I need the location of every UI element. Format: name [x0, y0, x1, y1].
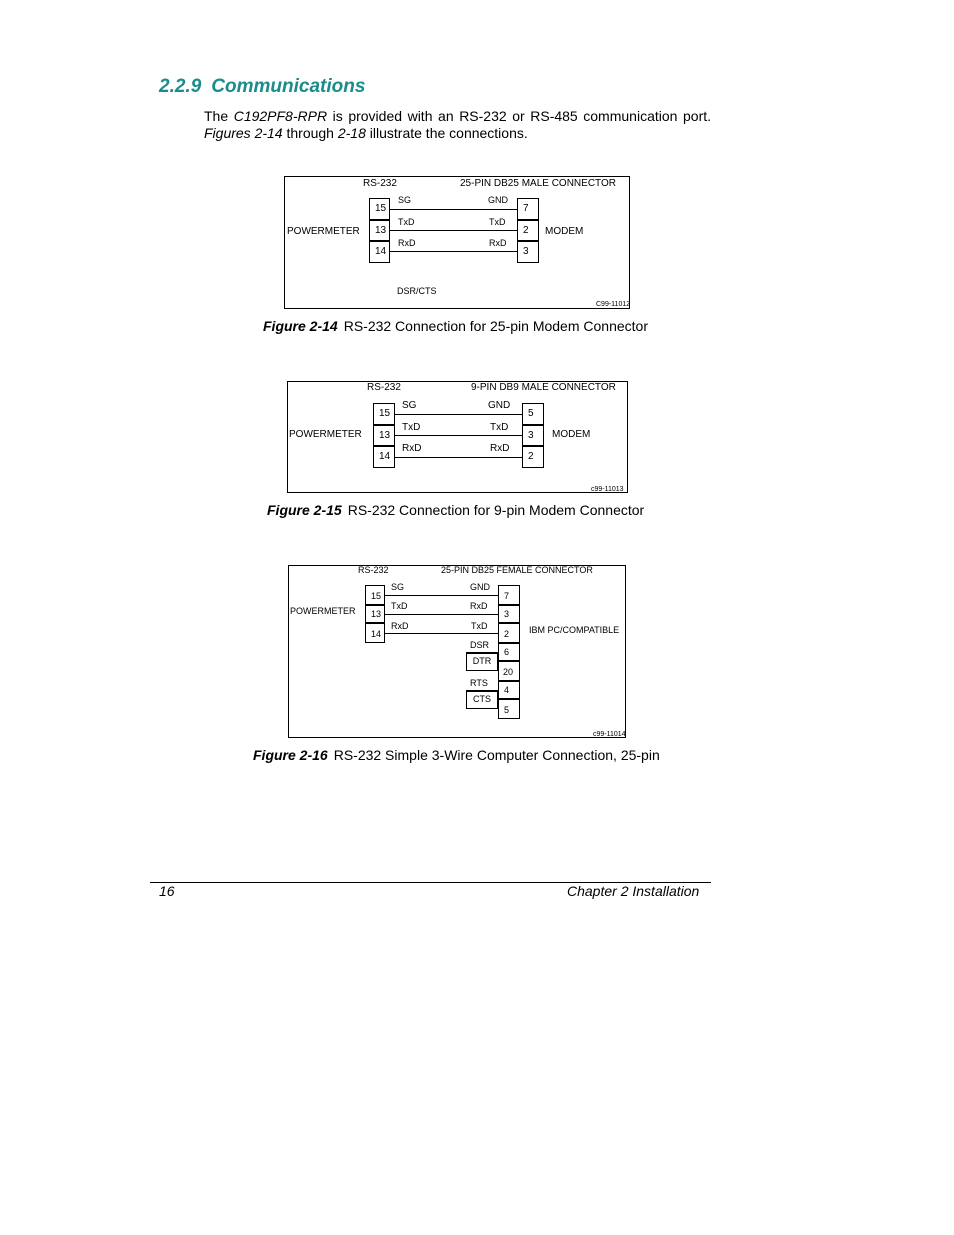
wire-rxd [390, 251, 517, 252]
right-pin: 2 [522, 446, 544, 468]
left-pin: 15 [365, 585, 385, 605]
signal-label: SG [402, 400, 417, 411]
intro-text-2: is provided with an RS-232 or RS-485 communication port. [327, 108, 712, 124]
wire-rxd [395, 457, 522, 458]
chapter-label: Chapter 2 Installation [567, 883, 700, 899]
figure-2-16-diagram [288, 565, 626, 738]
signal-label: TxD [489, 217, 506, 227]
intro-text-1: The [204, 108, 234, 124]
section-title: Communications [211, 76, 366, 97]
signal-label: RxD [470, 601, 488, 611]
signal-label: TxD [402, 422, 421, 433]
wire-sg-gnd [385, 595, 498, 596]
signal-label: SG [391, 582, 405, 592]
signal-label: RxD [490, 443, 510, 454]
signal-label: RxD [402, 443, 422, 454]
section-number: 2.2.9 [159, 76, 202, 97]
signal-label: RxD [489, 238, 507, 248]
right-header: 25-PIN DB25 FEMALE CONNECTOR [441, 565, 593, 575]
wire-sg-gnd [390, 209, 517, 210]
right-pin: 5 [522, 403, 544, 425]
model-name: C192PF8-RPR [233, 108, 328, 124]
signal-box-dtr: DTR [466, 653, 498, 671]
left-device-label: POWERMETER [289, 429, 362, 440]
left-pin: 13 [365, 605, 385, 623]
left-header: RS-232 [367, 382, 401, 393]
signal-box-cts: CTS [466, 691, 498, 709]
right-pin: 3 [498, 605, 520, 623]
jumper-cts [466, 708, 498, 709]
figure-2-14-caption [263, 318, 648, 334]
left-pin: 13 [369, 220, 390, 241]
signal-label: DSR [470, 640, 490, 650]
signal-label: RxD [391, 621, 409, 631]
left-pin: 14 [373, 446, 395, 468]
right-pin: 20 [498, 661, 520, 681]
signal-label: SG [398, 195, 412, 205]
figure-2-15-diagram [287, 381, 628, 493]
right-pin: 2 [517, 220, 539, 241]
caption-text: RS-232 Connection for 25-pin Modem Connector [343, 318, 648, 334]
figure-code: c99-11014 [593, 731, 626, 738]
right-pin: 2 [498, 623, 520, 643]
caption-text: RS-232 Connection for 9-pin Modem Connector [347, 502, 645, 518]
intro-paragraph [204, 108, 711, 142]
left-header: RS-232 [363, 178, 397, 189]
wire-rxd-txd [385, 633, 498, 634]
figure-ref-start: Figures 2-14 [204, 125, 283, 141]
right-header: 9-PIN DB9 MALE CONNECTOR [471, 382, 616, 393]
right-pin: 3 [517, 241, 539, 263]
figure-2-15-caption [267, 502, 644, 518]
right-pin: 6 [498, 643, 520, 661]
wire-txd [390, 230, 517, 231]
signal-label: TxD [490, 422, 509, 433]
signal-label: GND [488, 195, 508, 205]
page-number: 16 [159, 883, 175, 899]
figure-code: c99-11013 [591, 486, 624, 493]
wire-sg-gnd [395, 414, 522, 415]
left-header: RS-232 [358, 565, 389, 575]
right-pin: 7 [517, 198, 539, 220]
right-device-label: MODEM [545, 226, 584, 237]
left-pin: 15 [373, 403, 395, 425]
figure-2-14-diagram [284, 176, 630, 309]
caption-text: RS-232 Simple 3-Wire Computer Connection, 25-pin [333, 747, 660, 763]
figure-code: C99-11012 [596, 301, 631, 308]
left-pin: 13 [373, 425, 395, 446]
signal-label: RTS [470, 678, 488, 688]
left-pin: 15 [369, 198, 390, 220]
right-device-label: MODEM [552, 429, 591, 440]
figure-2-16-caption [253, 747, 660, 763]
intro-text-4: illustrate the connections. [365, 125, 528, 141]
right-device-label: IBM PC/COMPATIBLE [529, 625, 620, 635]
left-device-label: POWERMETER [287, 226, 360, 237]
jumper-dtr [466, 670, 498, 671]
left-pin: 14 [369, 241, 390, 263]
caption-label: Figure 2-16 [253, 747, 328, 763]
note-label: DSR/CTS [397, 286, 437, 296]
signal-label: RxD [398, 238, 416, 248]
right-pin: 4 [498, 681, 520, 699]
signal-label: GND [488, 400, 511, 411]
signal-label: GND [470, 582, 490, 592]
caption-label: Figure 2-15 [267, 502, 342, 518]
figure-ref-end: 2-18 [337, 125, 366, 141]
wire-txd-rxd [385, 614, 498, 615]
caption-label: Figure 2-14 [263, 318, 338, 334]
left-device-label: POWERMETER [290, 606, 356, 616]
right-pin: 3 [522, 425, 544, 446]
right-pin: 5 [498, 699, 520, 719]
left-pin: 14 [365, 623, 385, 643]
section-heading [159, 76, 365, 98]
signal-label: TxD [391, 601, 408, 611]
right-pin: 7 [498, 585, 520, 605]
signal-label: TxD [471, 621, 488, 631]
right-header: 25-PIN DB25 MALE CONNECTOR [460, 178, 616, 189]
wire-txd [395, 435, 522, 436]
signal-label: TxD [398, 217, 415, 227]
intro-text-3: through [282, 125, 338, 141]
